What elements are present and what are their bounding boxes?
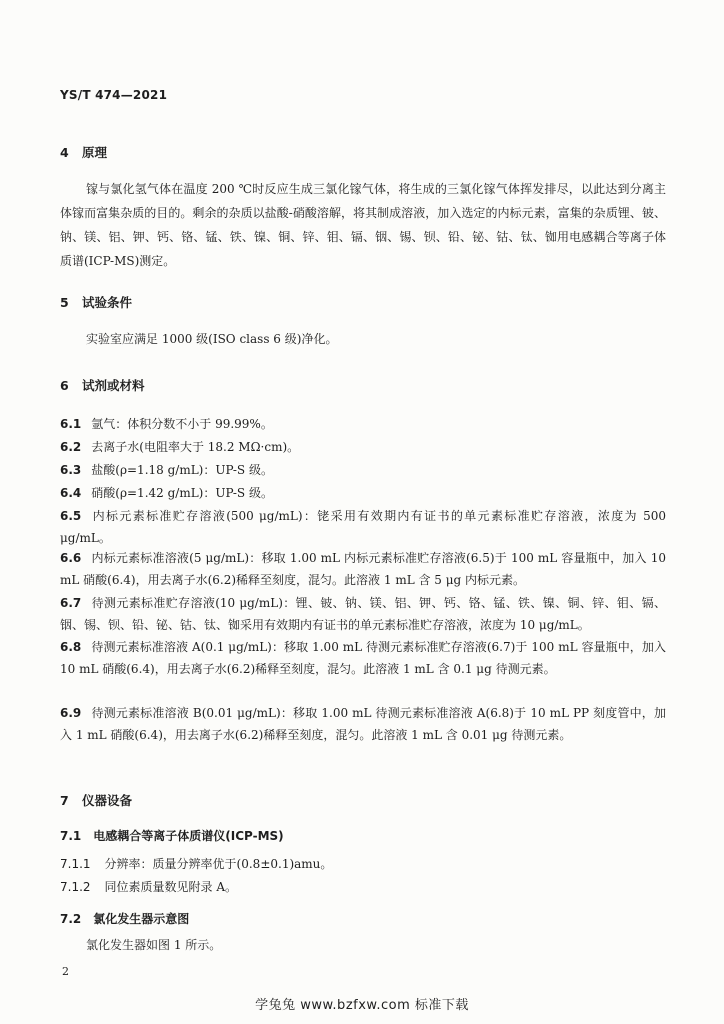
section-title: 试剂或材料: [82, 378, 145, 393]
section-6-heading: [60, 376, 145, 394]
section-number: 6: [60, 378, 69, 393]
section-4-paragraph: 镓与氯化氢气体在温度 200 ℃时反应生成三氯化镓气体，将生成的三氯化镓气体挥发排尽，以此达到分离主体镓而富集杂质的目的。剩余的杂质以盐酸-硝酸溶解，将其制成溶液，加入选定的内标元素，富集的杂质锂、铍、钠、镁、铝、钾、钙、铬、锰、铁、镍、铜、锌、钼、镉、铟、锡、钡、铅、铋、钴、钛、铷用电感耦合等离子体质谱(ICP-MS)测定。: [60, 182, 666, 268]
clause-6-2: 6.2 去离子水(电阻率大于 18.2 MΩ·cm)。: [60, 440, 300, 454]
clause-7-1-1: 7.1.1 分辨率：质量分辨率优于(0.8±0.1)amu。: [60, 857, 333, 871]
clause-7-1-heading: 7.1 电感耦合等离子体质谱仪(ICP-MS): [60, 829, 284, 843]
clause-6-6: 6.6 内标元素标准溶液(5 μg/mL)：移取 1.00 mL 内标元素标准贮存溶液(6.5)于 100 mL 容量瓶中，加入 10 mL 硝酸(6.4)，用去离子水(6.2)稀释至刻度，混匀。此溶液 1 mL 含 5 μg 内标元素。: [60, 551, 666, 587]
section-number: 7: [60, 793, 69, 808]
clause-7-2-paragraph: 氯化发生器如图 1 所示。: [86, 938, 222, 952]
section-5-heading: [60, 293, 132, 311]
clause-6-8: 6.8 待测元素标准溶液 A(0.1 μg/mL)：移取 1.00 mL 待测元素标准贮存溶液(6.7)于 100 mL 容量瓶中，加入 10 mL 硝酸(6.4)，用去离子水(6.2)稀释至刻度，混匀。此溶液 1 mL 含 0.1 μg 待测元素。: [60, 640, 666, 676]
section-number: 5: [60, 295, 69, 310]
document-code: YS/T 474—2021: [60, 88, 168, 102]
page-number: 2: [62, 965, 69, 978]
section-title: 试验条件: [82, 295, 133, 310]
section-5-paragraph: 实验室应满足 1000 级(ISO class 6 级)净化。: [86, 332, 338, 346]
clause-6-3: 6.3 盐酸(ρ=1.18 g/mL)：UP-S 级。: [60, 463, 273, 477]
section-4-heading: [60, 143, 107, 161]
section-title: 原理: [82, 145, 108, 160]
clause-7-1-2: 7.1.2 同位素质量数见附录 A。: [60, 880, 238, 894]
section-7-heading: [60, 791, 132, 809]
clause-7-2-heading: 7.2 氯化发生器示意图: [60, 912, 190, 926]
clause-6-7: 6.7 待测元素标准贮存溶液(10 μg/mL)：锂、铍、钠、镁、铝、钾、钙、铬、锰、铁、镍、铜、锌、钼、镉、铟、锡、钡、铅、铋、钴、钛、铷采用有效期内有证书的单元素标准贮存溶液，浓度为 10 μg/mL。: [60, 596, 666, 632]
clause-6-1: 6.1 氩气：体积分数不小于 99.99%。: [60, 417, 273, 431]
watermark-footer: 学兔兔 www.bzfxw.com 标准下载: [255, 998, 469, 1013]
section-number: 4: [60, 145, 69, 160]
clause-6-5: 6.5 内标元素标准贮存溶液(500 μg/mL)：铑采用有效期内有证书的单元素标准贮存溶液，浓度为 500 μg/mL。: [60, 509, 666, 545]
clause-6-4: 6.4 硝酸(ρ=1.42 g/mL)：UP-S 级。: [60, 486, 273, 500]
section-title: 仪器设备: [82, 793, 133, 808]
clause-6-9: 6.9 待测元素标准溶液 B(0.01 μg/mL)：移取 1.00 mL 待测元素标准溶液 A(6.8)于 10 mL PP 刻度管中，加入 1 mL 硝酸(6.4)，用去离子水(6.2)稀释至刻度，混匀。此溶液 1 mL 含 0.01 μg 待测元素。: [60, 706, 666, 742]
